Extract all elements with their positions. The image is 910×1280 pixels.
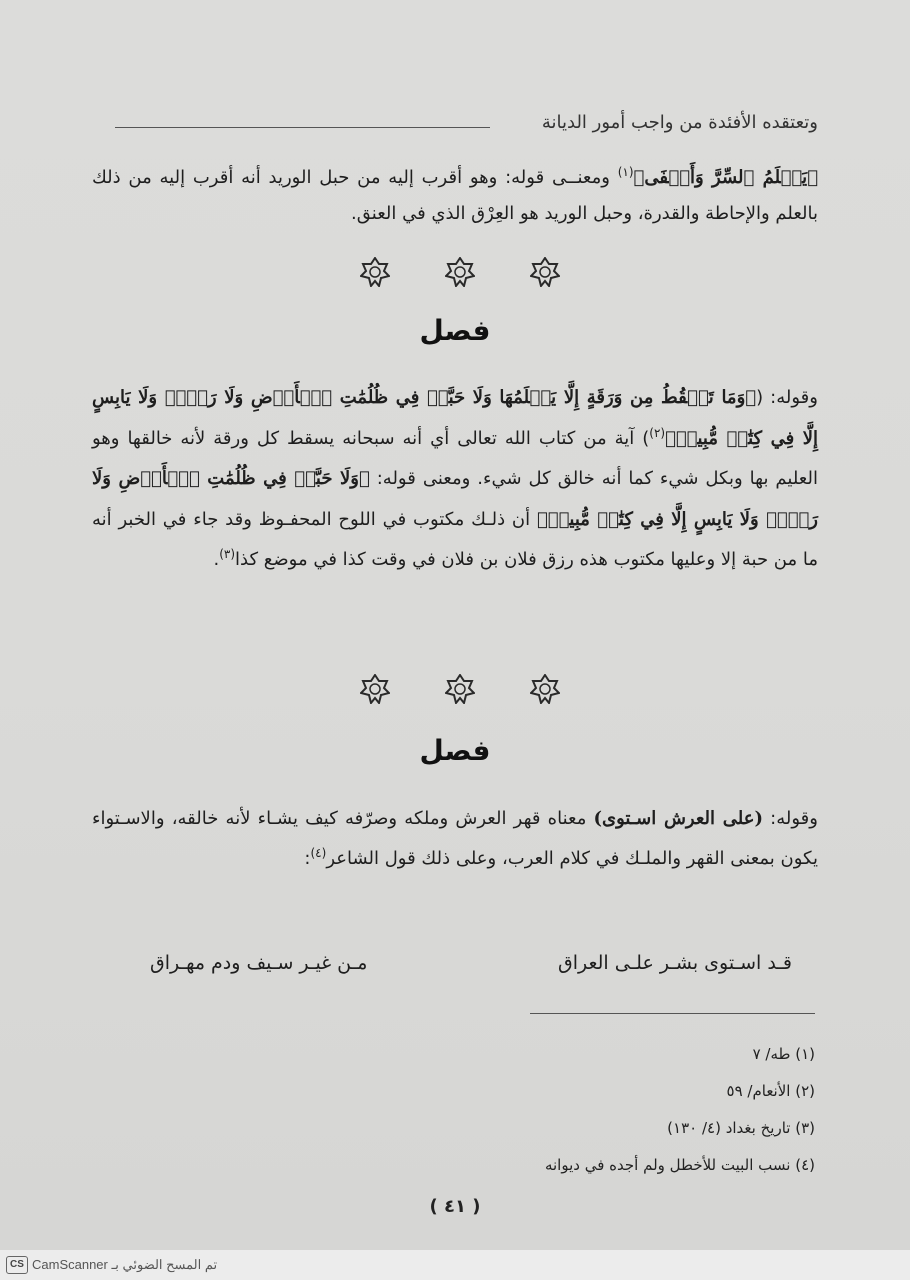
camscanner-logo-icon: CS bbox=[6, 1256, 28, 1274]
star-ornament-icon bbox=[530, 674, 560, 704]
footnote-ref-1: (١) bbox=[617, 165, 634, 179]
paragraph-text: وقوله: bbox=[762, 808, 818, 829]
footnote-divider bbox=[530, 1013, 815, 1014]
header-divider bbox=[115, 127, 490, 128]
poetry-verse bbox=[150, 952, 792, 992]
footnote-item: (١) طه/ ٧ bbox=[752, 1045, 815, 1063]
quran-verse: ﴿يَعۡلَمُ ٱلسِّرَّ وَأَخۡفَى﴾ bbox=[633, 167, 818, 188]
star-ornament-icon bbox=[530, 257, 560, 287]
paragraph-text: أن ذلـك مكتوب في اللوح المحفـوظ وقد جاء في الخبر أنه ما من حبة إلا وعليها مكتوب هذه رزق فلان بن فلان في وقت كذا في موضع كذا bbox=[92, 508, 818, 570]
paragraph-3 bbox=[92, 799, 818, 879]
paragraph-text: : bbox=[304, 848, 311, 869]
footnote-item: (٤) نسب البيت للأخطل ولم أجده في ديوانه bbox=[544, 1156, 815, 1174]
paragraph-text: . bbox=[213, 549, 220, 570]
footnotes bbox=[315, 1036, 815, 1184]
footnote-item: (٢) الأنعام/ ٥٩ bbox=[726, 1082, 815, 1100]
section-title-1: فصل bbox=[419, 314, 491, 347]
paragraph-text: وقوله: ( bbox=[756, 387, 818, 408]
section-title-2: فصل bbox=[419, 734, 491, 767]
star-ornament-icon bbox=[360, 674, 390, 704]
first-hemistich: قـد اسـتوى بشـر علـى العراق bbox=[557, 952, 792, 974]
footnote-ref-4: (٤) bbox=[310, 846, 327, 860]
page-number: ( ٤١ ) bbox=[429, 1196, 481, 1217]
star-ornament-icon bbox=[445, 674, 475, 704]
paragraph-text: ) آية من كتاب الله تعالى أي أنه سبحانه يسقط كل ورقة لأنه خالقها وهو العليم بها وبكل شيء كما أنه خالق كل شيء. ومعنى قوله: bbox=[92, 427, 818, 489]
second-hemistich: مـن غيـر سـيف ودم مهـراق bbox=[150, 952, 368, 974]
ornament-divider bbox=[360, 257, 560, 287]
quran-verse: ﴿وَلَا حَبَّةٖ فِي ظُلُمَٰتِ ٱلۡأَرۡضِ وَلَا رَطۡبٖ وَلَا يَابِسٍ إِلَّا فِي كِتَٰبٖ مُّبِينٖ﴾ bbox=[92, 468, 818, 530]
quran-verse: ﴿وَمَا تَسۡقُطُ مِن وَرَقَةٍ إِلَّا يَعۡلَمُهَا وَلَا حَبَّةٖ فِي ظُلُمَٰتِ ٱلۡأَرۡضِ وَلَا رَطۡبٖ وَلَا يَابِسٍ إِلَّا فِي كِتَٰبٖ مُّبِينٖ﴾ bbox=[92, 387, 818, 449]
footnote-ref-2: (٢) bbox=[649, 425, 666, 440]
scanner-watermark-text: تم المسح الضوئي بـ CamScanner bbox=[32, 1257, 218, 1272]
paragraph-2 bbox=[92, 378, 818, 581]
footnote-item: (٣) تاريخ بغداد (٤/ ١٣٠) bbox=[667, 1119, 815, 1137]
footnote-ref-3: (٣) bbox=[219, 547, 236, 561]
running-header: وتعتقده الأفئدة من واجب أمور الديانة bbox=[541, 112, 818, 133]
paragraph-1 bbox=[92, 160, 818, 232]
star-ornament-icon bbox=[360, 257, 390, 287]
scanner-watermark-bar bbox=[0, 1250, 910, 1280]
star-ornament-icon bbox=[445, 257, 475, 287]
emphasized-phrase: (على العرش اسـتوى) bbox=[593, 808, 763, 829]
paragraph-text: معناه قهر العرش وملكه وصرّفه كيف يشـاء لأنه خالقه، والاسـتواء يكون بمعنى القهر والملـك في كلام العرب، وعلى ذلك قول الشاعر bbox=[92, 808, 818, 869]
ornament-divider bbox=[360, 674, 560, 704]
paragraph-text: ومعنــى قوله: وهو أقرب إليه من حبل الوريد أنه أقرب إليه من ذلك بالعلم والإحاطة والقدرة، وحبل الوريد هو العِرْق الذي في العنق. bbox=[92, 167, 818, 224]
